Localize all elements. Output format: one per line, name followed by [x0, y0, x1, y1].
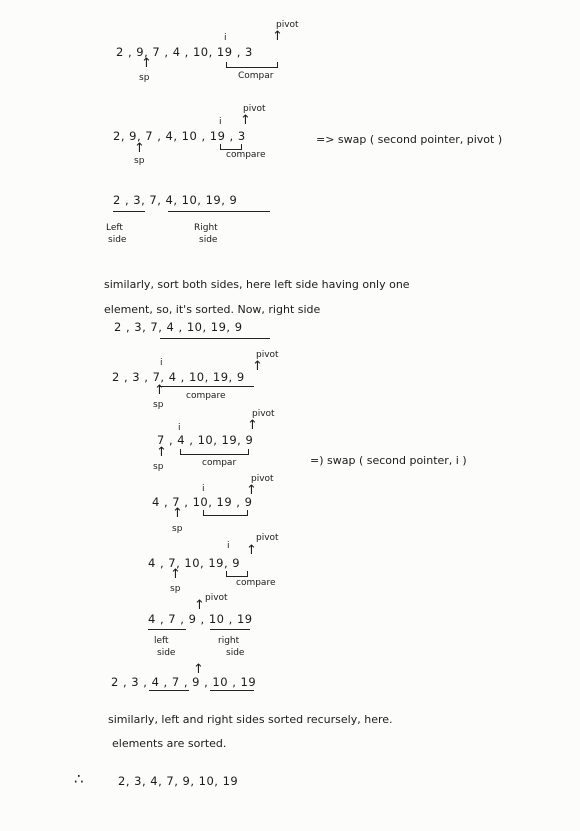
- up-arrow-icon: ↑: [193, 662, 204, 677]
- i-pointer-label: i: [227, 541, 230, 551]
- up-arrow-icon: ↑: [170, 567, 181, 582]
- up-arrow-icon: ↑: [247, 418, 258, 433]
- sp-label: sp: [134, 156, 145, 166]
- array-sequence: 2, 9, 7 , 4, 10 , 19 , 3: [113, 129, 246, 143]
- sp-label: sp: [153, 462, 164, 472]
- compare-bracket: [203, 510, 248, 516]
- up-arrow-icon: ↑: [272, 29, 283, 44]
- swap-note: =) swap ( second pointer, i ): [310, 454, 467, 467]
- left-side-label: side: [157, 648, 176, 658]
- array-sequence: 4 , 7 , 9 , 10 , 19: [148, 612, 253, 626]
- array-sequence: 2 , 3, 7, 4, 10, 19, 9: [113, 193, 238, 207]
- up-arrow-icon: ↑: [246, 483, 257, 498]
- pivot-label: pivot: [251, 474, 274, 484]
- i-pointer-label: i: [178, 423, 181, 433]
- array-sequence: 4 , 7, 10, 19, 9: [148, 556, 241, 570]
- sp-label: sp: [170, 584, 181, 594]
- compare-bracket: [226, 62, 278, 68]
- pivot-label: pivot: [256, 350, 279, 360]
- array-sequence: 2 , 9, 7 , 4 , 10, 19 , 3: [116, 45, 253, 59]
- array-sequence: 7 , 4 , 10, 19, 9: [157, 433, 254, 447]
- right-side-label: side: [199, 235, 218, 245]
- compare-bracket: [180, 449, 249, 455]
- left-underline: [148, 629, 186, 630]
- sp-label: sp: [139, 73, 150, 83]
- up-arrow-icon: ↑: [252, 359, 263, 374]
- pivot-label: pivot: [252, 409, 275, 419]
- up-arrow-icon: ↑: [141, 56, 152, 71]
- left-label: Left: [106, 223, 123, 233]
- compare-label: Compar: [238, 71, 274, 81]
- text-line: similarly, left and right sides sorted recursely, here.: [108, 713, 393, 726]
- compare-label: compar: [202, 458, 237, 468]
- right-underline: [210, 629, 250, 630]
- array-sequence: 2 , 3, 7, 4 , 10, 19, 9: [114, 320, 243, 334]
- array-sequence: 2 , 3 , 4 , 7 , 9 , 10 , 19: [111, 675, 257, 689]
- text-line: element, so, it's sorted. Now, right side: [104, 303, 321, 316]
- up-arrow-icon: ↑: [154, 383, 165, 398]
- up-arrow-icon: ↑: [172, 506, 183, 521]
- pivot-label: pivot: [243, 104, 266, 114]
- sp-label: sp: [153, 400, 164, 410]
- i-pointer-label: i: [219, 117, 222, 127]
- left-side-label: side: [108, 235, 127, 245]
- compare-label: compare: [186, 391, 226, 401]
- therefore-icon: ∴: [74, 770, 84, 788]
- up-arrow-icon: ↑: [246, 543, 257, 558]
- array-sequence: 4 , 7 , 10, 19 , 9: [152, 495, 253, 509]
- compare-label: compare: [236, 578, 276, 588]
- right-side-label: side: [226, 648, 245, 658]
- left-label: left: [154, 636, 169, 646]
- pivot-label: pivot: [205, 593, 228, 603]
- up-arrow-icon: ↑: [134, 141, 145, 156]
- swap-note: => swap ( second pointer, pivot ): [316, 133, 503, 146]
- text-line: elements are sorted.: [112, 737, 227, 750]
- underline: [210, 690, 254, 691]
- array-sequence: 2 , 3 , 7, 4 , 10, 19, 9: [112, 370, 245, 384]
- i-pointer-label: i: [224, 33, 227, 43]
- i-pointer-label: i: [202, 484, 205, 494]
- up-arrow-icon: ↑: [156, 445, 167, 460]
- compare-label: compare: [226, 150, 266, 160]
- sp-label: sp: [172, 524, 183, 534]
- pivot-label: pivot: [256, 533, 279, 543]
- up-arrow-icon: ↑: [240, 113, 251, 128]
- right-label: Right: [194, 223, 218, 233]
- compare-bracket: [160, 386, 254, 387]
- underline: [160, 338, 270, 339]
- sorted-sequence: 2, 3, 4, 7, 9, 10, 19: [118, 774, 239, 788]
- underline: [149, 690, 189, 691]
- right-label: right: [218, 636, 240, 646]
- text-line: similarly, sort both sides, here left side having only one: [104, 278, 410, 291]
- pivot-label: pivot: [276, 20, 299, 30]
- left-underline: [113, 211, 145, 212]
- right-underline: [168, 211, 270, 212]
- up-arrow-icon: ↑: [194, 598, 205, 613]
- compare-bracket: [226, 571, 248, 577]
- i-pointer-label: i: [160, 358, 163, 368]
